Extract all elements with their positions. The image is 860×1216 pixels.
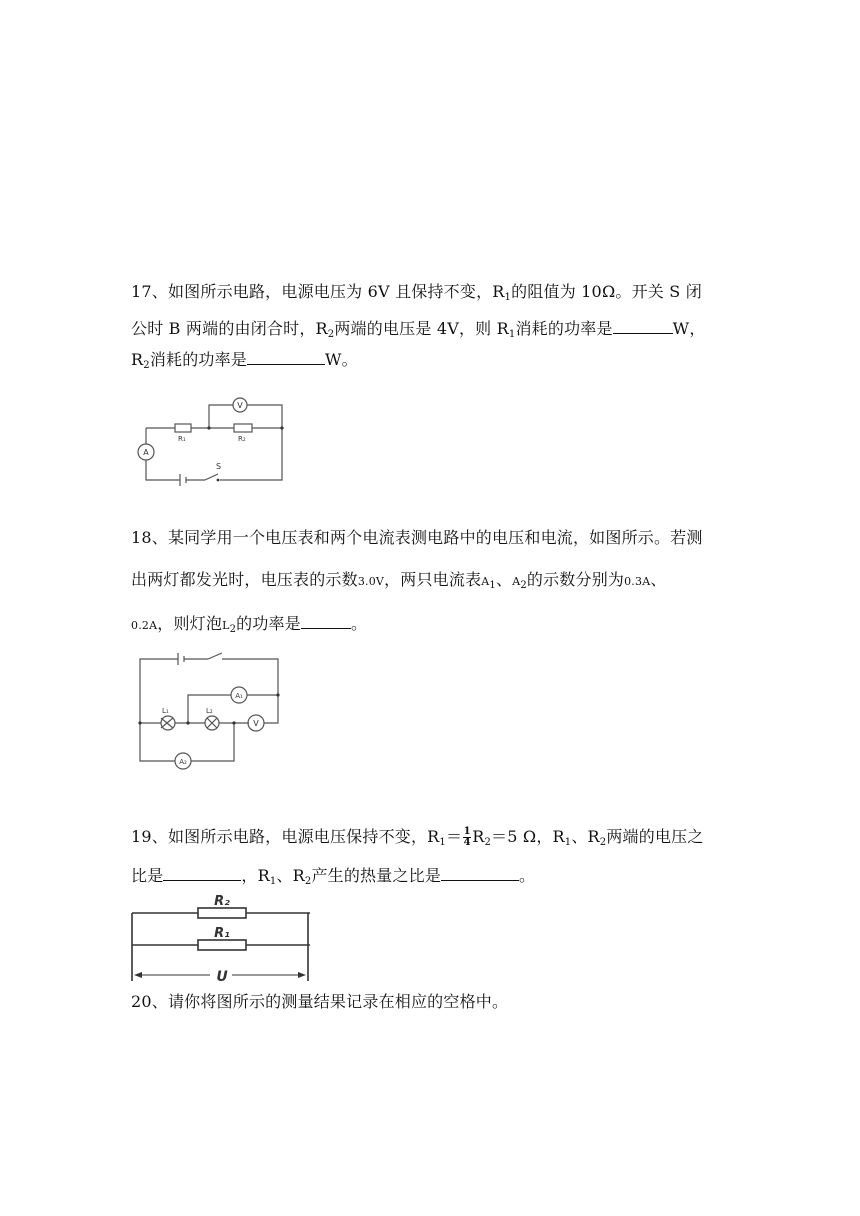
q17-line-2 [131,317,706,340]
q19-text-2d: 产生的热量之比是 [311,866,442,885]
q19-number: 19、 [131,827,168,846]
q19-text-2a: 比是 [131,866,164,885]
q20-line-1 [131,991,508,1013]
q17-number: 17、 [131,282,168,301]
q18-line-1 [131,527,703,549]
q18-text-3a: ，则灯泡 [157,614,223,633]
q18-line-3 [131,612,367,637]
q18-a2-sub: 2 [520,580,527,591]
q18-text-2d: 、 [650,570,667,589]
q17-text-1b: 的阻值为 10Ω。开关 S 闭 [511,282,702,301]
q17-sub-3: 1 [508,329,516,340]
q18-fig-l2-label: L₂ [206,707,213,715]
q18-fig-voltmeter-label: V [253,719,259,728]
q19-text-1d: 、R [571,827,600,846]
q19-text-1a: 如图所示电路，电源电压保持不变，R [167,827,440,846]
q19-eq: ＝ [445,827,463,846]
q19-text-1b: R [472,827,485,846]
q18-number: 18、 [131,528,168,547]
q18-a2: A [512,575,521,588]
q17-text-3b: 消耗的功率是 [149,350,248,369]
q17-text-2b: 两端的电压是 4V，则 R [334,319,509,338]
q19-text-2c: 、R [276,866,305,885]
q19-line-2 [131,864,535,887]
q19-blank-1[interactable] [163,864,241,881]
q18-l2: L [222,619,230,632]
q17-sub-2: 2 [327,329,335,340]
q17-fig-voltmeter-label: V [237,401,243,410]
q18-a1-sub: 1 [489,580,496,591]
q18-voltage-value: 3.0V [357,575,385,588]
q17-unit-2: W。 [325,350,358,369]
q18-text-2c: 的示数分别为 [526,570,625,589]
q19-circuit-diagram [126,893,316,985]
q18-fig-l1-label: L₁ [162,707,169,715]
q18-blank[interactable] [301,612,351,629]
q19-text-2b: ，R [241,866,270,885]
q18-current-2: 0.2A [131,619,158,632]
q17-fig-switch-label: S [216,462,222,471]
q19-fig-u-label: U [216,969,228,985]
q19-line-1 [131,826,704,848]
q19-text-1c: ＝5 Ω，R [491,827,565,846]
q17-circuit-diagram [130,378,290,490]
q19-frac-den: 4 [463,837,471,848]
q20-text-1: 请你将图所示的测量结果记录在相应的空格中。 [167,992,509,1011]
q17-unit-1: W， [672,319,706,338]
q17-fig-ammeter-label: A [143,448,149,457]
q19-sub-3: 1 [564,837,572,848]
q17-line-1 [131,281,702,303]
q19-fig-r1-label: R₁ [214,926,230,941]
q17-blank-2[interactable] [247,348,325,365]
q19-sub-5: 1 [269,876,277,887]
q20-number: 20、 [131,992,168,1011]
q19-blank-2[interactable] [441,864,519,881]
q18-text-3c: 。 [350,614,368,633]
q17-text-3a: R [131,350,144,369]
q18-l2-sub: 2 [229,624,237,635]
q19-sub-1: 1 [439,837,446,848]
q19-text-2e: 。 [519,866,536,885]
q17-text-1a: 如图所示电路，电源电压为 6V 且保持不变，R [167,282,505,301]
q17-text-2a: 公时 B 两端的由闭合时，R [131,319,328,338]
q19-fig-r2-label: R₂ [214,894,230,909]
q17-fig-r1-label: R₁ [178,435,186,443]
q18-circuit-diagram [130,645,290,773]
q19-fraction [463,827,471,848]
q18-text-2b: ，两只电流表 [384,570,482,589]
q17-sub-4: 2 [143,360,150,371]
q18-text-1: 某同学用一个电压表和两个电流表测电路中的电压和电流，如图所示。若测 [167,528,703,547]
q18-text-3b: 的功率是 [236,614,301,633]
q19-sub-2: 2 [484,837,491,848]
q18-fig-a2-label: A₂ [179,758,187,766]
q17-blank-1[interactable] [613,317,673,334]
q17-fig-r2-label: R₂ [238,435,246,443]
q17-text-2c: 消耗的功率是 [515,319,613,338]
q17-line-3 [131,348,358,371]
q19-sub-4: 2 [599,837,607,848]
q18-line-2 [131,569,667,593]
q18-a1: A [481,575,490,588]
q19-text-1e: 两端的电压之 [606,827,704,846]
q18-sep: 、 [495,570,513,589]
q18-fig-a1-label: A₁ [235,692,243,700]
q18-text-2a: 出两灯都发光时，电压表的示数 [131,570,358,589]
q19-frac-num: 1 [463,826,471,837]
q17-sub-1: 1 [504,292,512,303]
q19-sub-6: 2 [304,876,312,887]
q18-current-1: 0.3A [624,575,651,588]
